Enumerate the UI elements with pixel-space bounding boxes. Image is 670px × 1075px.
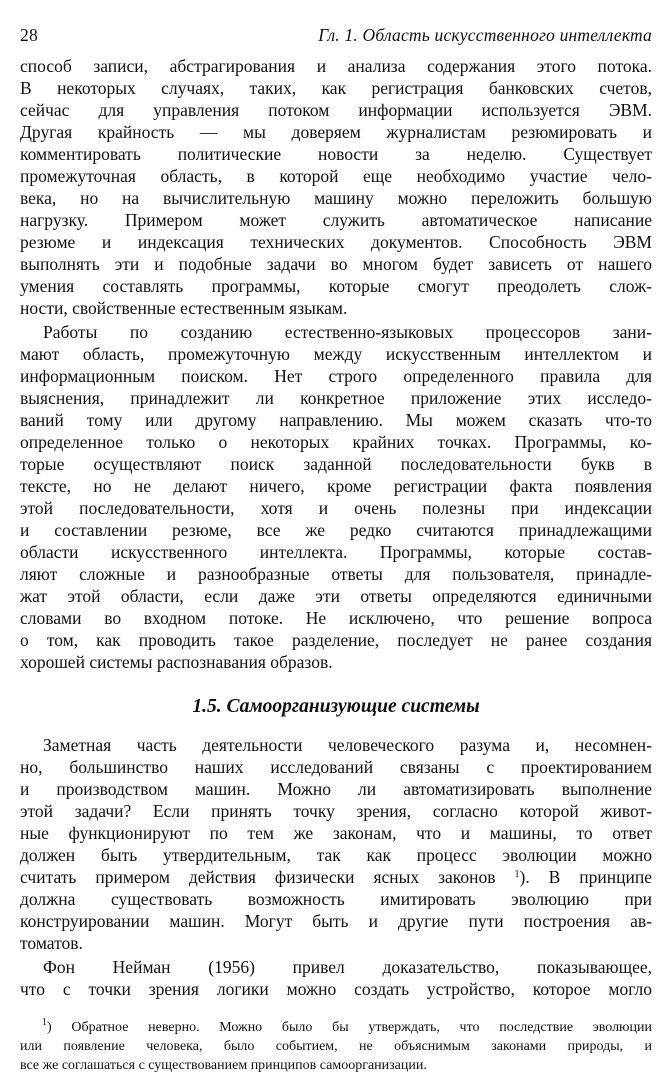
text-line: Заметная часть деятельности человеческого разума и, несомнен- xyxy=(43,735,652,755)
footnote-reference: 1 xyxy=(514,869,520,880)
running-head: Гл. 1. Область искусственного интеллекта xyxy=(318,25,652,45)
text-line: ности, свойственные естественным языкам. xyxy=(20,298,348,318)
text-line: мают область, промежуточную между искусственным интеллектом и xyxy=(20,344,652,364)
footnote-text: ) Обратное неверно. Можно было бы утверждать, что последствие эволюции xyxy=(47,1020,652,1035)
text-line: этой последовательности, хотя и очень полезны при индексации xyxy=(20,498,652,518)
text-line: информационным поиском. Нет строго определенного правила для xyxy=(20,366,652,386)
text-line: ные функционируют по тем же законам, что и машины, то ответ xyxy=(20,823,652,843)
text-line: торые осуществляют поиск заданной последовательности букв в xyxy=(20,454,652,474)
text-line-with-footnote xyxy=(20,866,652,888)
text-line: способ записи, абстрагирования и анализа содержания этого потока. xyxy=(20,56,652,76)
paragraph-4 xyxy=(20,956,652,1000)
text-line: области искусственного интеллекта. Программы, которые состав- xyxy=(20,542,652,562)
text-line: века, но на вычислительную машину можно переложить большую xyxy=(20,188,652,208)
paragraph-2 xyxy=(20,321,652,673)
text-line: Работы по созданию естественно-языковых процессоров зани- xyxy=(43,322,652,342)
footnote-line: все же соглашаться с существованием принципов самоорганизации. xyxy=(20,1058,427,1073)
text-line: сейчас для управления потоком информации используется ЭВМ. xyxy=(20,100,652,120)
paragraph-3 xyxy=(20,734,652,954)
footnote-mark: 1 xyxy=(42,1017,47,1028)
text-line: умения составлять программы, которые смогут преодолеть слож- xyxy=(20,276,652,296)
text-segment: считать примером действия физически ясных законов xyxy=(20,867,496,887)
section-title: 1.5. Самоорганизующие системы xyxy=(192,696,480,717)
text-line: что с точки зрения логики можно создать устройство, которое могло xyxy=(20,979,652,999)
text-line: и составлении резюме, все же редко считаются принадлежащими xyxy=(20,520,652,540)
text-line: о том, как проводить такое разделение, последует не ранее создания xyxy=(20,630,652,650)
text-line: Фон Нейман (1956) привел доказательство, показывающее, xyxy=(43,957,652,977)
text-line: конструировании машин. Могут быть и другие пути построения ав- xyxy=(20,911,652,931)
text-line: и производством машин. Можно ли автоматизировать выполнение xyxy=(20,779,652,799)
text-line: томатов. xyxy=(20,933,83,953)
text-line: жат этой области, если даже эти ответы определяются единичными xyxy=(20,586,652,606)
text-line: В некоторых случаях, таких, как регистрация банковских счетов, xyxy=(20,78,652,98)
text-line: должна существовать возможность имитировать эволюцию при xyxy=(20,889,652,909)
text-line: Другая крайность — мы доверяем журналистам резюмировать и xyxy=(20,122,652,142)
text-line: определенное только о некоторых крайних точках. Программы, ко- xyxy=(20,432,652,452)
text-line: выяснения, принадлежит ли конкретное приложение этих исследо- xyxy=(20,388,652,408)
text-line: промежуточная область, в которой еще необходимо участие чело- xyxy=(20,166,652,186)
page-header xyxy=(20,20,652,50)
paragraph-1 xyxy=(20,55,652,319)
footnote xyxy=(20,1018,652,1075)
text-line: ляют сложные и разнообразные ответы для пользователя, принадле- xyxy=(20,564,652,584)
text-line: нагрузку. Примером может служить автоматическое написание xyxy=(20,210,652,230)
footnote-line: или появление человека, было событием, не объяснимым законами природы, и xyxy=(20,1039,652,1054)
text-line: комментировать политические новости за неделю. Существует xyxy=(20,144,652,164)
text-line: хорошей системы распознавания образов. xyxy=(20,652,333,672)
text-line: должен быть утвердительным, так как процесс эволюции можно xyxy=(20,845,652,865)
footnote-line xyxy=(20,1018,652,1037)
book-page xyxy=(20,20,652,1075)
text-line: выполнять эти и подобные задачи во многом будет зависеть от нашего xyxy=(20,254,652,274)
text-line: резюме и индексация технических документов. Способность ЭВМ xyxy=(20,232,652,252)
text-line: этой задачи? Если принять точку зрения, согласно которой живот- xyxy=(20,801,652,821)
text-segment: ). В принципе xyxy=(519,867,652,887)
text-line: словами во входном потоке. Не исключено, что решение вопроса xyxy=(20,608,652,628)
text-line: но, большинство наших исследований связаны с проектированием xyxy=(20,757,652,777)
text-line: ваний тому или другому направлению. Мы можем сказать что-то xyxy=(20,410,652,430)
text-line: тексте, но не делают ничего, кроме регистрации факта появления xyxy=(20,476,652,496)
page-number: 28 xyxy=(20,25,38,45)
